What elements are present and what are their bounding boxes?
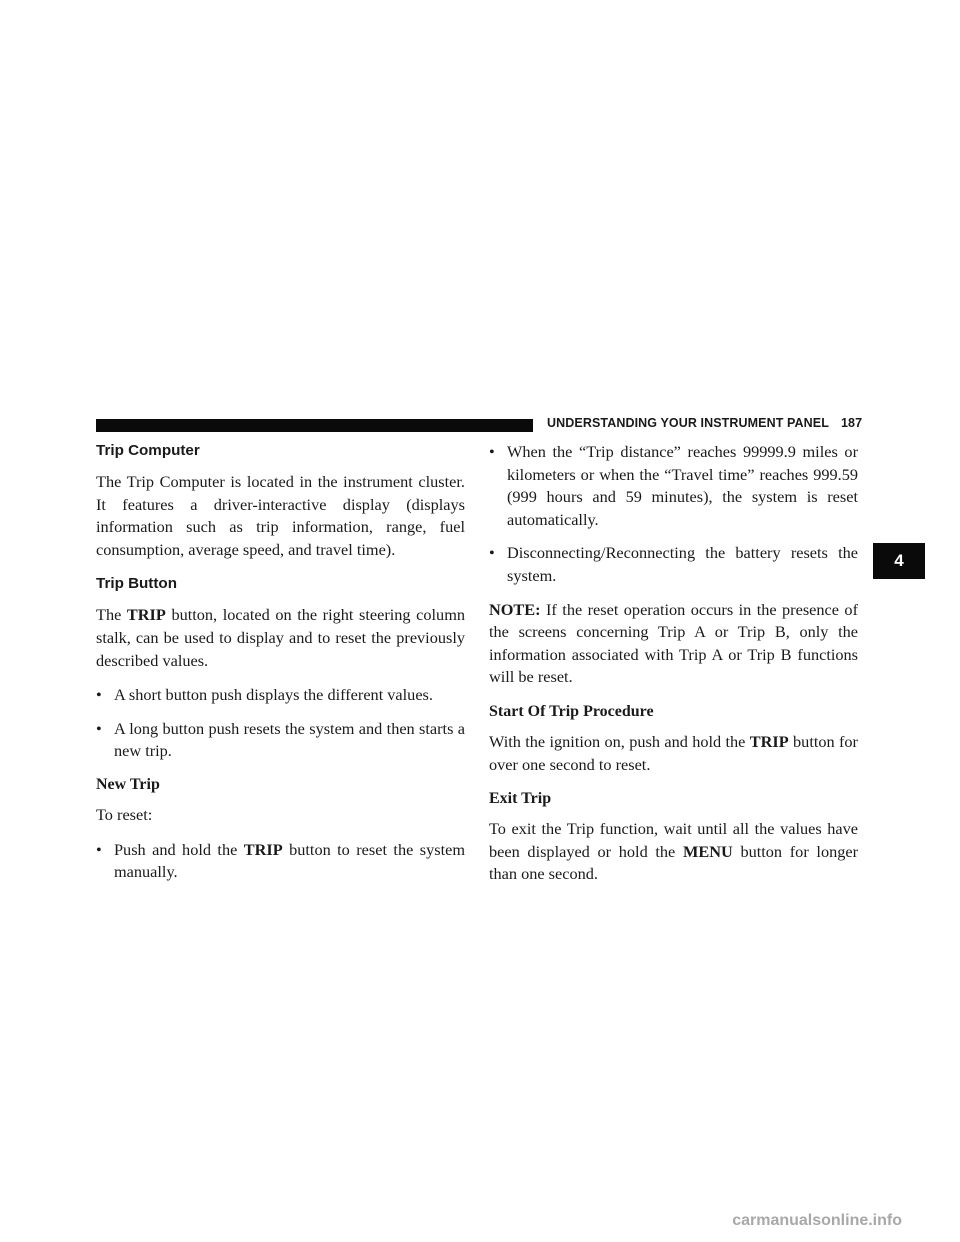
list-item-text: Disconnecting/Reconnecting the battery resets the system. — [507, 543, 858, 585]
header-rule — [96, 419, 533, 432]
list-item-text: A long button push resets the system and then starts a new trip. — [114, 718, 465, 761]
text-fragment: The — [96, 605, 122, 625]
paragraph-to-reset: To reset: — [96, 804, 153, 824]
list-item-text — [114, 840, 465, 882]
text-fragment: button for longer than one second. — [489, 841, 859, 884]
footer-watermark — [0, 1212, 960, 1230]
list-item-text: A short button push displays the different values. — [114, 685, 433, 705]
paragraph-exit-trip — [489, 818, 858, 886]
text-fragment: With the ignition on, push and hold the — [489, 731, 746, 751]
bullet-icon: • — [96, 839, 102, 859]
bullet-icon: • — [96, 718, 102, 738]
heading-trip-computer: Trip Computer — [96, 442, 200, 459]
section-title: UNDERSTANDING YOUR INSTRUMENT PANEL — [547, 416, 829, 430]
note-label: NOTE: — [489, 599, 541, 619]
paragraph-trip-computer: The Trip Computer is located in the instrument cluster. It features a driver-interactive display (displays information such as trip information, range, fuel consumption, average speed, and travel time). — [96, 472, 465, 559]
text-fragment: button for over one second to reset. — [489, 731, 858, 774]
heading-trip-button: Trip Button — [96, 575, 177, 593]
heading-start-of-trip: Start Of Trip Procedure — [489, 702, 654, 720]
heading-exit-trip: Exit Trip — [489, 790, 552, 808]
watermark-text: carmanualsonline.info — [732, 1212, 902, 1229]
trip-keyword: TRIP — [243, 839, 283, 859]
paragraph-trip-button — [96, 604, 465, 672]
text-fragment: Push and hold the — [114, 839, 238, 859]
paragraph-start-of-trip — [489, 731, 858, 776]
list-item — [96, 718, 465, 763]
right-column — [489, 441, 858, 898]
text-fragment: To exit the Trip function, wait until all the values have been displayed or hold the — [489, 819, 858, 861]
text-fragment: button to reset the system manually. — [114, 839, 465, 882]
text-fragment: button, located on the right steering column stalk, can be used to display and to reset the previously described values. — [96, 605, 466, 670]
list-item — [96, 684, 465, 707]
page-number: 187 — [840, 416, 863, 430]
list-item — [489, 542, 858, 587]
note-text: If the reset operation occurs in the presence of the screens concerning Trip A or Trip B, only the information associated with Trip A or Trip B functions will be reset. — [489, 599, 858, 687]
trip-keyword: TRIP — [126, 605, 166, 625]
menu-keyword: MENU — [683, 841, 733, 861]
trip-keyword: TRIP — [749, 731, 789, 751]
note-paragraph — [489, 599, 858, 689]
list-item — [489, 441, 858, 531]
bullet-icon: • — [489, 543, 495, 563]
bullet-icon: • — [96, 685, 102, 705]
list-item-text: When the “Trip distance” reaches 99999.9 miles or kilometers or when the “Travel time” reaches 999.59 (999 hours and 59 minutes), the system is reset automatically. — [507, 442, 858, 529]
left-column — [96, 440, 465, 895]
bullet-icon: • — [489, 442, 495, 461]
chapter-tab: 4 — [873, 543, 925, 579]
list-item — [96, 839, 465, 884]
running-header — [547, 416, 862, 430]
heading-new-trip: New Trip — [96, 775, 160, 793]
